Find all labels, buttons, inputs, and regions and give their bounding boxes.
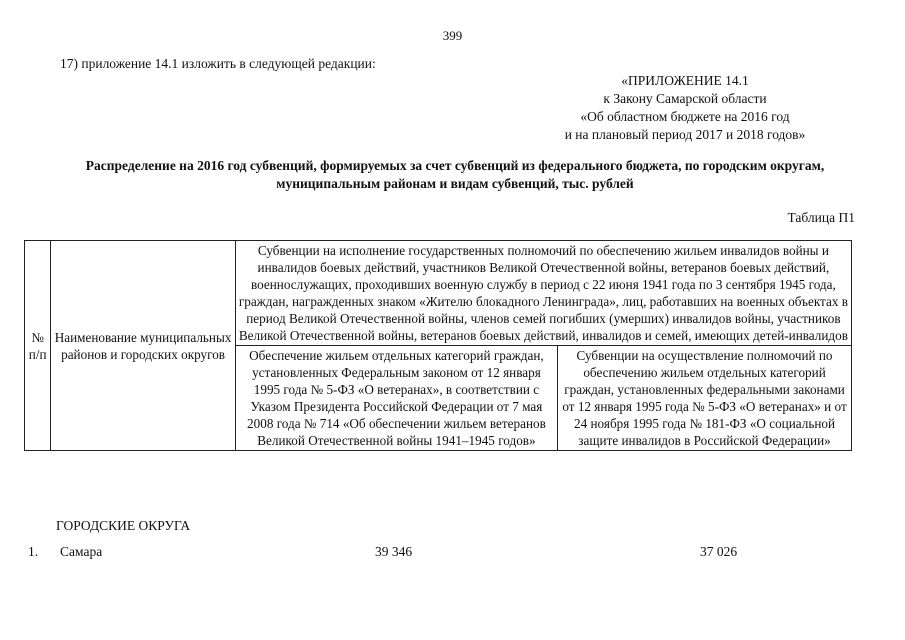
table-row-value-a: 39 346: [375, 544, 413, 559]
table-row-name: Самара: [60, 544, 103, 559]
section-heading: ГОРОДСКИЕ ОКРУГА: [56, 518, 191, 533]
page-number: 399: [442, 28, 463, 43]
appendix-line-2: к Закону Самарской области: [603, 91, 767, 106]
header-number: № п/п: [25, 241, 51, 451]
document-title: [30, 157, 880, 193]
document-title-line-1: Распределение на 2016 год субвенций, формируемых за счет субвенций из федерального бюджета, по городским округам,: [85, 158, 825, 173]
table-row-value-b: 37 026: [700, 544, 738, 559]
table-row-number: 1.: [28, 544, 39, 559]
header-subvention-b: Субвенции на осуществление полномочий по обеспечению жильем отдельных категорий граждан, установленных федеральными законами от 12 января 1995 года № 5-ФЗ «О ветеранах» и от 24 ноября 1995 года № 181-ФЗ «О социальной защите инвалидов в Российской Федерации»: [558, 346, 852, 451]
table-label: Таблица П1: [787, 210, 855, 225]
appendix-line-3: «Об областном бюджете на 2016 год: [580, 109, 790, 124]
subvention-table: [24, 240, 852, 451]
table-header-row-1: [25, 241, 852, 346]
appendix-line-1: «ПРИЛОЖЕНИЕ 14.1: [621, 73, 749, 88]
header-name: Наименование муниципальных районов и городских округов: [51, 241, 235, 451]
amendment-line: 17) приложение 14.1 изложить в следующей редакции:: [60, 56, 376, 71]
appendix-line-4: и на плановый период 2017 и 2018 годов»: [564, 127, 806, 142]
header-group: Субвенции на исполнение государственных полномочий по обеспечению жильем инвалидов войны и инвалидов боевых действий, участников Великой Отечественной войны, ветеранов боевых действий, военнослужащих, проходивших военную службу в период с 22 июня 1941 года по 3 сентября 1945 года, граждан, награжденных знаком «Жителю блокадного Ленинграда», лиц, работавших на военных объектах в период Великой Отечественной войны, членов семей погибших (умерших) инвалидов войны, участников Великой Отечественной войны, ветеранов боевых действий, инвалидов и семей, имеющих детей-инвалидов: [235, 241, 851, 346]
header-subvention-a: Обеспечение жильем отдельных категорий граждан, установленных Федеральным законом от 12 января 1995 года № 5-ФЗ «О ветеранах», в соответствии с Указом Президента Российской Федерации от 7 мая 2008 года № 714 «Об обеспечении жильем ветеранов Великой Отечественной войны 1941–1945 годов»: [235, 346, 557, 451]
appendix-header: [520, 72, 850, 144]
document-title-line-2: муниципальным районам и видам субвенций, тыс. рублей: [276, 176, 634, 191]
